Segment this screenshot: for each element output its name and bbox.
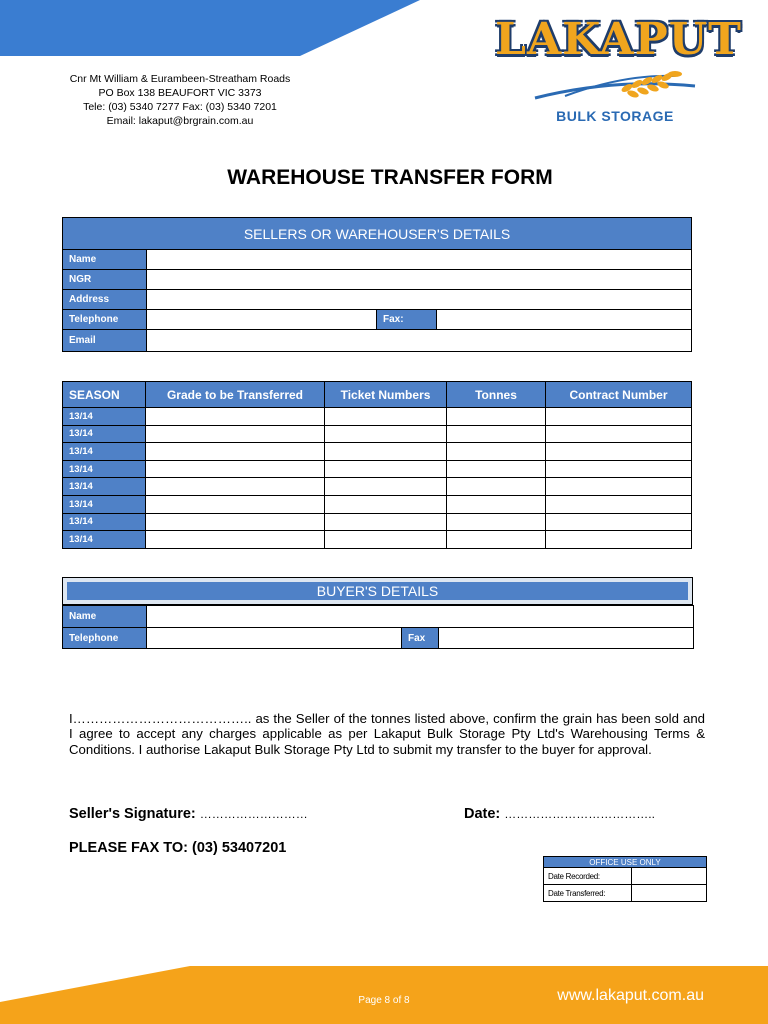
date-transferred-field[interactable] — [632, 885, 707, 902]
ticket-cell[interactable] — [325, 425, 447, 443]
logo-wordmark: LAKAPUT — [495, 14, 742, 65]
ticket-column-header: Ticket Numbers — [325, 382, 447, 408]
seller-signature-line[interactable] — [69, 806, 308, 822]
tonnes-cell[interactable] — [447, 513, 546, 531]
contract-cell[interactable] — [546, 460, 692, 478]
tonnes-cell[interactable] — [447, 531, 546, 549]
tonnes-cell[interactable] — [447, 443, 546, 461]
contract-cell[interactable] — [546, 495, 692, 513]
grade-cell[interactable] — [146, 478, 325, 496]
grade-cell[interactable] — [146, 408, 325, 426]
office-use-heading: OFFICE USE ONLY — [544, 857, 707, 868]
table-row — [63, 460, 692, 478]
table-row — [63, 531, 692, 549]
seller-fax-label: Fax: — [377, 310, 437, 330]
date-recorded-field[interactable] — [632, 868, 707, 885]
seller-address-label: Address — [63, 290, 147, 310]
date-recorded-label: Date Recorded: — [544, 868, 632, 885]
ticket-cell[interactable] — [325, 478, 447, 496]
buyer-fax-field[interactable] — [439, 628, 694, 649]
address-line: Cnr Mt William & Eurambeen-Streatham Roads — [69, 73, 291, 85]
grade-column-header: Grade to be Transferred — [146, 382, 325, 408]
season-cell: 13/14 — [63, 443, 146, 461]
date-line[interactable] — [464, 806, 655, 822]
grade-cell[interactable] — [146, 495, 325, 513]
seller-details-table — [62, 217, 692, 352]
seller-ngr-field[interactable] — [147, 270, 692, 290]
season-cell: 13/14 — [63, 460, 146, 478]
table-row — [63, 408, 692, 426]
ticket-cell[interactable] — [325, 443, 447, 461]
contract-cell[interactable] — [546, 478, 692, 496]
tonnes-cell[interactable] — [447, 408, 546, 426]
buyer-details-table — [62, 605, 694, 649]
seller-address-field[interactable] — [147, 290, 692, 310]
seller-fax-field[interactable] — [437, 310, 692, 330]
season-cell: 13/14 — [63, 513, 146, 531]
table-row — [63, 443, 692, 461]
website-link[interactable]: www.lakaput.com.au — [557, 987, 704, 1004]
buyer-name-field[interactable] — [147, 606, 694, 628]
ticket-cell[interactable] — [325, 531, 447, 549]
tonnes-cell[interactable] — [447, 495, 546, 513]
contract-cell[interactable] — [546, 425, 692, 443]
company-address — [50, 72, 310, 128]
buyer-section-header — [62, 577, 693, 605]
seller-name-label: Name — [63, 250, 147, 270]
contract-cell[interactable] — [546, 443, 692, 461]
season-cell: 13/14 — [63, 478, 146, 496]
season-cell: 13/14 — [63, 495, 146, 513]
tonnes-cell[interactable] — [447, 478, 546, 496]
seller-declaration: I………………………………….. as the Seller of the tonnes listed above, confirm the grain has been sold and I agree to accept any charges applicable as per Lakaput Bulk Storage Pty Ltd's Warehousing Terms & Conditions. I authorise Lakaput Bulk Storage Pty Ltd to submit my transfer to the buyer for approval. — [69, 711, 705, 757]
address-line: Email: lakaput@brgrain.com.au — [106, 115, 254, 127]
grain-transfer-table — [62, 381, 692, 549]
tonnes-cell[interactable] — [447, 460, 546, 478]
grade-cell[interactable] — [146, 531, 325, 549]
page-title: WAREHOUSE TRANSFER FORM — [227, 166, 553, 189]
tonnes-cell[interactable] — [447, 425, 546, 443]
table-row — [63, 495, 692, 513]
grade-cell[interactable] — [146, 513, 325, 531]
grade-cell[interactable] — [146, 460, 325, 478]
wheat-grain-icon — [525, 68, 705, 108]
seller-ngr-label: NGR — [63, 270, 147, 290]
contract-cell[interactable] — [546, 408, 692, 426]
seller-section-heading: SELLERS OR WAREHOUSER'S DETAILS — [63, 218, 692, 250]
buyer-telephone-label: Telephone — [63, 628, 147, 649]
season-cell: 13/14 — [63, 425, 146, 443]
seller-telephone-field[interactable] — [147, 310, 377, 330]
address-line: Tele: (03) 5340 7277 Fax: (03) 5340 7201 — [83, 101, 277, 113]
season-cell: 13/14 — [63, 531, 146, 549]
date-dots: ……………………………….. — [504, 807, 655, 821]
contract-cell[interactable] — [546, 531, 692, 549]
grade-cell[interactable] — [146, 443, 325, 461]
page-number: Page 8 of 8 — [358, 995, 410, 1006]
ticket-cell[interactable] — [325, 495, 447, 513]
table-row — [63, 513, 692, 531]
contract-column-header: Contract Number — [546, 382, 692, 408]
table-row — [63, 425, 692, 443]
seller-email-label: Email — [63, 330, 147, 352]
seller-email-field[interactable] — [147, 330, 692, 352]
season-cell: 13/14 — [63, 408, 146, 426]
seller-signature-dots: ……………………… — [199, 807, 308, 821]
buyer-telephone-field[interactable] — [147, 628, 402, 649]
grade-cell[interactable] — [146, 425, 325, 443]
table-row — [63, 478, 692, 496]
logo-subtitle: BULK STORAGE — [556, 108, 674, 124]
ticket-cell[interactable] — [325, 460, 447, 478]
seller-signature-label: Seller's Signature: — [69, 806, 196, 822]
season-column-header: SEASON — [63, 382, 146, 408]
buyer-fax-label: Fax — [402, 628, 439, 649]
ticket-cell[interactable] — [325, 513, 447, 531]
date-transferred-label: Date Transferred: — [544, 885, 632, 902]
buyer-name-label: Name — [63, 606, 147, 628]
tonnes-column-header: Tonnes — [447, 382, 546, 408]
contract-cell[interactable] — [546, 513, 692, 531]
seller-telephone-label: Telephone — [63, 310, 147, 330]
address-line: PO Box 138 BEAUFORT VIC 3373 — [98, 87, 262, 99]
ticket-cell[interactable] — [325, 408, 447, 426]
company-logo — [495, 14, 742, 126]
seller-name-field[interactable] — [147, 250, 692, 270]
date-label: Date: — [464, 806, 501, 822]
fax-instruction: PLEASE FAX TO: (03) 53407201 — [69, 840, 287, 856]
office-use-table — [543, 856, 707, 902]
buyer-section-heading: BUYER'S DETAILS — [67, 582, 688, 600]
